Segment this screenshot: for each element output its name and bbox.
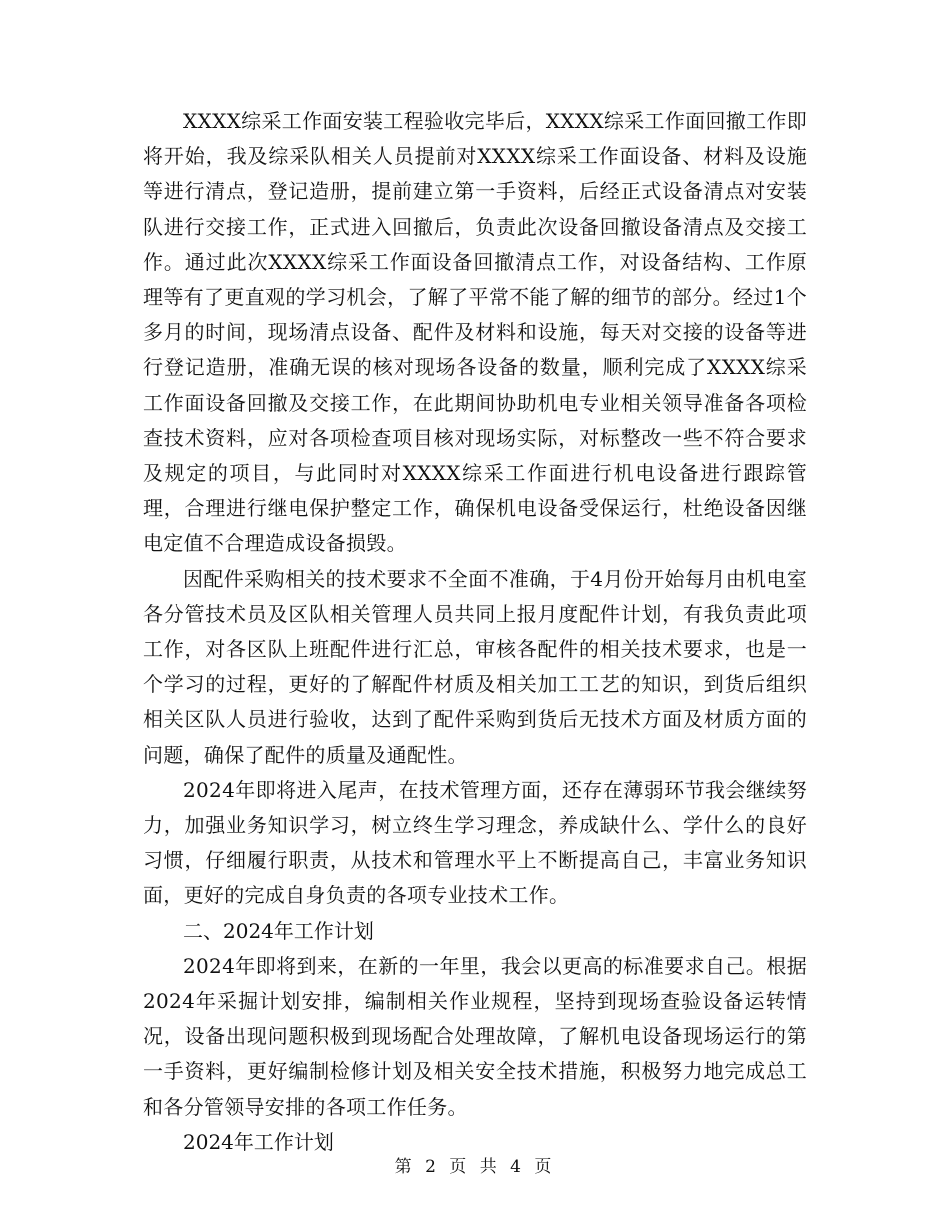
paragraph-year-end-summary: 2024年即将进入尾声，在技术管理方面，还存在薄弱环节我会继续努力，加强业务知识学习，树立终生学习理念，养成缺什么、学什么的良好习惯，仔细履行职责，从技术和管理水平上不断提高自己，丰富业务知识面，更好的完成自身负责的各项专业技术工作。	[143, 777, 807, 908]
paragraph-work-plan: 2024年即将到来，在新的一年里，我会以更高的标准要求自己。根据2024年采掘计划安排，编制相关作业规程，坚持到现场查验设备运转情况，设备出现问题积极到现场配合处理故障，了解机电设备现场运行的第一手资料，更好编制检修计划及相关安全技术措施，积极努力地完成总工和各分管领导安排的各项工作任务。	[143, 953, 807, 1119]
subheading-work-plan: 2024年工作计划	[183, 1129, 334, 1154]
paragraph-parts-procurement: 因配件采购相关的技术要求不全面不准确，于4月份开始每月由机电室各分管技术员及区队相关管理人员共同上报月度配件计划，有我负责此项工作，对各区队上班配件进行汇总，审核各配件的相关技术要求，也是一个学习的过程，更好的了解配件材质及相关加工工艺的知识，到货后组织相关区队人员进行验收，达到了配件采购到货后无技术方面及材质方面的问题，确保了配件的质量及通配性。	[143, 566, 807, 767]
section-heading-work-plan: 二、2024年工作计划	[183, 918, 374, 943]
document-body	[143, 104, 807, 1160]
page-number-footer: 第 2 页 共 4 页	[394, 1157, 556, 1177]
paragraph-equipment-handover: XXXX综采工作面安装工程验收完毕后，XXXX综采工作面回撤工作即将开始，我及综采队相关人员提前对XXXX综采工作面设备、材料及设施等进行清点，登记造册，提前建立第一手资料，后经正式设备清点对安装队进行交接工作，正式进入回撤后，负责此次设备回撤设备清点及交接工作。通过此次XXXX综采工作面设备回撤清点工作，对设备结构、工作原理等有了更直观的学习机会，了解了平常不能了解的细节的部分。经过1个多月的时间，现场清点设备、配件及材料和设施，每天对交接的设备等进行登记造册，准确无误的核对现场各设备的数量，顺利完成了XXXX综采工作面设备回撤及交接工作，在此期间协助机电专业相关领导准备各项检查技术资料，应对各项检查项目核对现场实际，对标整改一些不符合要求及规定的项目，与此同时对XXXX综采工作面进行机电设备进行跟踪管理，合理进行继电保护整定工作，确保机电设备受保运行，杜绝设备因继电定值不合理造成设备损毁。	[143, 109, 807, 556]
